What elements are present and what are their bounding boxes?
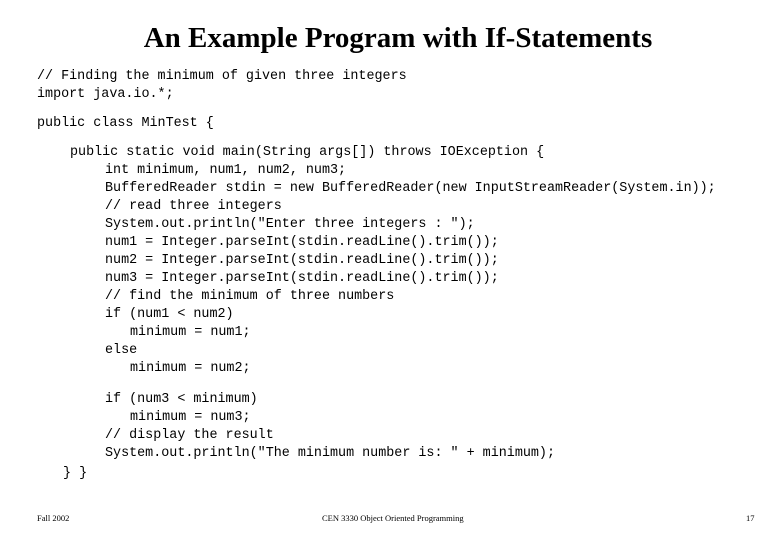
- code-line-read-num1: num1 = Integer.parseInt(stdin.readLine().trim());: [105, 235, 499, 250]
- code-line-if-num1: if (num1 < num2): [105, 307, 234, 322]
- code-line-reader-decl: BufferedReader stdin = new BufferedReader(new InputStreamReader(System.in));: [105, 181, 716, 196]
- code-line-if-num3: if (num3 < minimum): [105, 392, 258, 407]
- footer-date: Fall 2002: [37, 513, 70, 523]
- footer-course: CEN 3330 Object Oriented Programming: [322, 513, 464, 523]
- code-line-import: import java.io.*;: [37, 87, 174, 102]
- code-line-assign-num1: minimum = num1;: [130, 325, 251, 340]
- code-line-assign-num3: minimum = num3;: [130, 410, 251, 425]
- code-line-closing-braces: } }: [63, 466, 88, 481]
- code-line-comment-find: // find the minimum of three numbers: [105, 289, 395, 304]
- code-line-else: else: [105, 343, 138, 358]
- code-line-comment-display: // display the result: [105, 428, 274, 443]
- code-line-comment-header: // Finding the minimum of given three integers: [37, 69, 407, 84]
- slide-title: An Example Program with If-Statements: [143, 22, 653, 54]
- code-line-assign-num2: minimum = num2;: [130, 361, 251, 376]
- footer-page-number: 17: [746, 513, 755, 523]
- code-line-var-decl: int minimum, num1, num2, num3;: [105, 163, 347, 178]
- code-line-class-decl: public class MinTest {: [37, 116, 214, 131]
- code-line-print-result: System.out.println("The minimum number is: " + minimum);: [105, 446, 555, 461]
- code-line-comment-read: // read three integers: [105, 199, 282, 214]
- code-line-main-decl: public static void main(String args[]) throws IOException {: [70, 145, 545, 160]
- code-line-read-num2: num2 = Integer.parseInt(stdin.readLine().trim());: [105, 253, 499, 268]
- code-line-read-num3: num3 = Integer.parseInt(stdin.readLine().trim());: [105, 271, 499, 286]
- code-line-prompt: System.out.println("Enter three integers : ");: [105, 217, 475, 232]
